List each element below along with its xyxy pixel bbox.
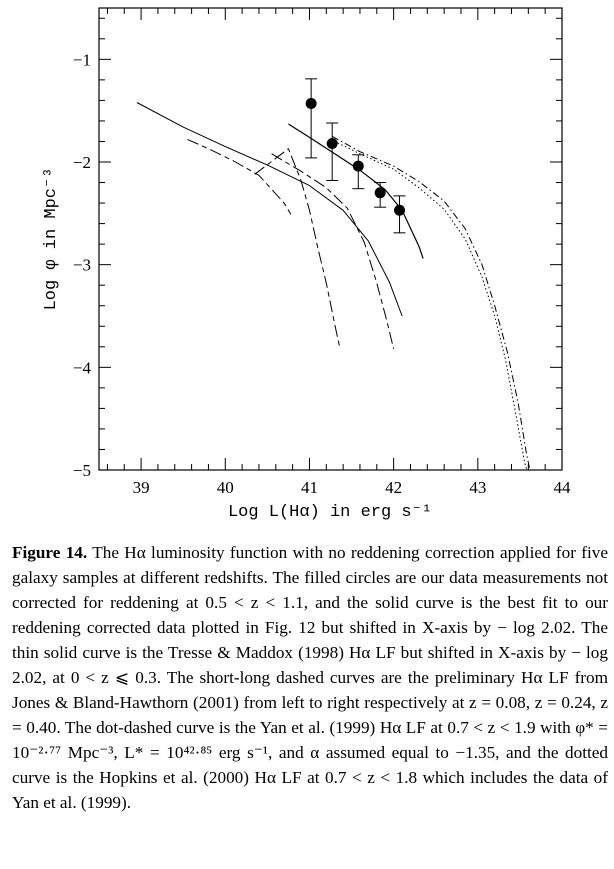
curve-solid-1 [137, 103, 402, 317]
curves [137, 103, 530, 471]
plot-frame [99, 8, 562, 470]
x-tick-label: 40 [216, 478, 234, 497]
x-axis-label: Log L(Hα) in erg s⁻¹ [227, 503, 433, 522]
data-point [306, 98, 317, 109]
data-point [375, 187, 386, 198]
y-tick-label: −5 [72, 461, 91, 480]
curve-dashed-4 [272, 154, 394, 349]
caption-label: Figure 14. [12, 543, 88, 562]
y-axis-label: Log φ in Mpc⁻³ [42, 167, 61, 311]
axis-ticks [99, 8, 562, 470]
y-tick-label: −1 [72, 50, 91, 70]
y-tick-labels [73, 50, 92, 480]
curve-solid-0 [288, 124, 423, 259]
x-tick-label: 42 [385, 478, 403, 497]
x-tick-labels [133, 478, 571, 497]
x-tick-label: 41 [300, 478, 318, 497]
x-tick-label: 39 [132, 478, 150, 497]
data-point [327, 138, 338, 149]
caption-text: The Hα luminosity function with no reddening correction applied for five galaxy samples at different redshifts. The filled circles are our data measurements not corrected for reddening at 0.5 < z < 1.1, and the solid curve is the best fit to our reddening corrected data plotted in Fig. 12 but shifted in X-axis by − log 2.02. The thin solid curve is the Tresse & Maddox (1998) Hα LF but shifted in X-axis by − log 2.02, at 0 < z ⩽ 0.3. The short-long dashed curves are the preliminary Hα LF from Jones & Bland-Hawthorn (2001) from left to right respectively at z = 0.08, z = 0.24, z = 0.40. The dot-dashed curve is the Yan et al. (1999) Hα LF at 0.7 < z < 1.9 with φ* = 10⁻²·⁷⁷ Mpc⁻³, L* = 10⁴²·⁸⁵ erg s⁻¹, and α assumed equal to −1.35, and the dotted curve is the Hopkins et al. (2000) Hα LF at 0.7 < z < 1.8 which includes the data of Yan et al. (1999). [12, 543, 609, 812]
data-points [305, 79, 405, 233]
curve-dashdot-5 [332, 136, 530, 470]
y-tick-label: −2 [72, 153, 91, 172]
x-tick-label: 43 [469, 478, 487, 497]
figure-caption [12, 540, 608, 815]
curve-dashed-2 [187, 139, 291, 214]
y-tick-label: −3 [72, 255, 91, 275]
data-point [353, 161, 364, 172]
data-point [394, 205, 405, 216]
y-tick-label: −4 [72, 358, 91, 378]
x-tick-label: 44 [553, 478, 571, 497]
curve-dashed-3 [255, 149, 340, 348]
